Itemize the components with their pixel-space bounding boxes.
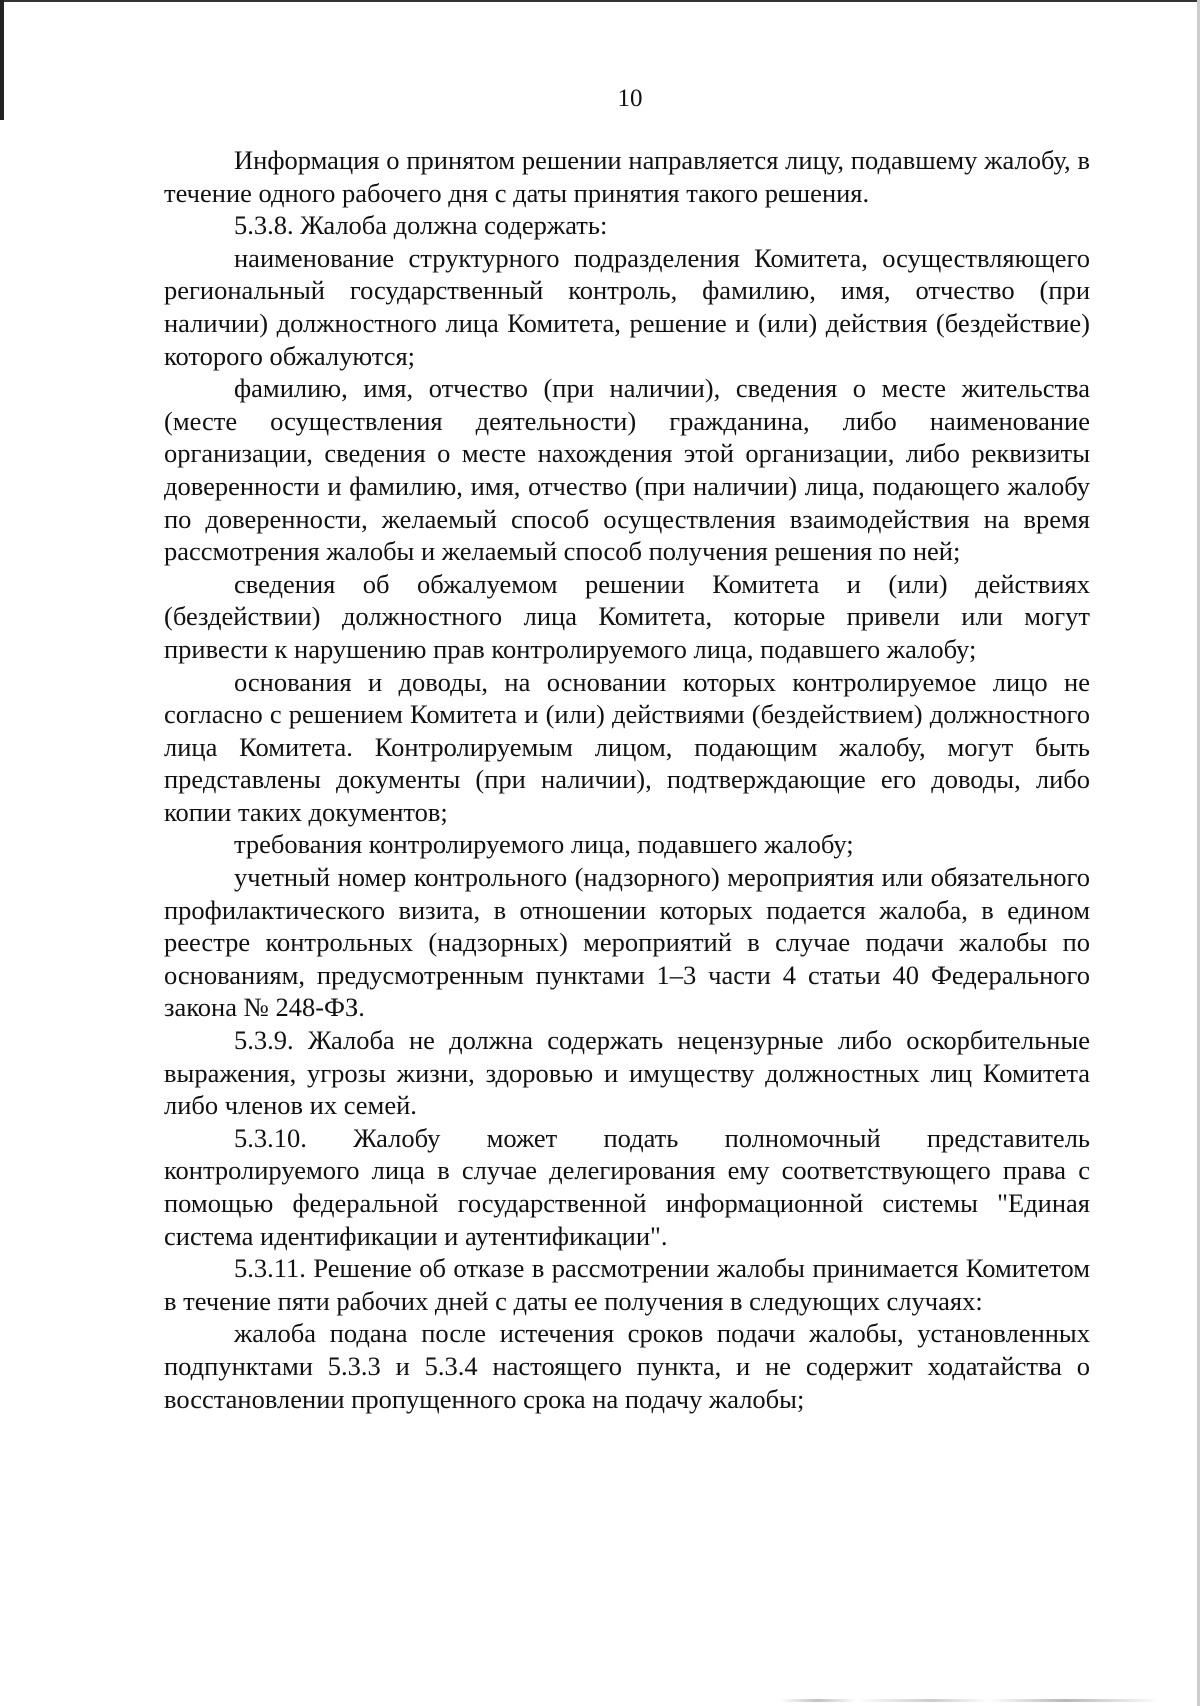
paragraph-missed-deadline: жалоба подана после истечения сроков подачи жалобы, установленных подпунктами 5.3.3 и 5.3.4 настоящего пункта, и не содержит ходатайства о восстановлении пропущенного срока на подачу жалобы; — [164, 1318, 1090, 1414]
paragraph-5-3-11: 5.3.11. Решение об отказе в рассмотрении жалобы принимается Комитетом в течение пяти рабочих дней с даты ее получения в следующих случаях: — [164, 1253, 1090, 1316]
paragraph-requirements: требования контролируемого лица, подавшего жалобу; — [234, 829, 854, 860]
scan-artifact — [780, 1699, 1160, 1702]
paragraph-5-3-8-heading: 5.3.8. Жалоба должна содержать: — [234, 210, 608, 241]
document-body — [164, 144, 1090, 1415]
paragraph-5-3-9: 5.3.9. Жалоба не должна содержать нецензурные либо оскорбительные выражения, угрозы жизни, здоровью и имуществу должностных лиц Комитета либо членов их семей. — [164, 1025, 1090, 1121]
paragraph-registration-number: учетный номер контрольного (надзорного) мероприятия или обязательного профилактического визита, в отношении которых подается жалоба, в едином реестре контрольных (надзорных) мероприятий в случае подачи жалобы по основаниям, предусмотренным пунктами 1–3 части 4 статьи 40 Федерального закона № 248-ФЗ. — [164, 862, 1090, 1023]
paragraph-decision-info: Информация о принятом решении направляется лицу, подавшему жалобу, в течение одного рабочего дня с даты принятия такого решения. — [164, 145, 1090, 208]
scan-edge-top — [0, 0, 1200, 2]
paragraph-5-3-10: 5.3.10. Жалобу может подать полномочный представитель контролируемого лица в случае делегирования ему соответствующего права с помощью федеральной государственной информационной системы "Единая система идентификации и аутентификации". — [164, 1122, 1090, 1251]
paragraph-grounds-arguments: основания и доводы, на основании которых контролируемое лицо не согласно с решением Комитета и (или) действиями (бездействием) должностного лица Комитета. Контролируемым лицом, подающим жалобу, могут быть представлены документы (при наличии), подтверждающие его доводы, либо копии таких документов; — [164, 666, 1090, 827]
paragraph-division-name: наименование структурного подразделения Комитета, осуществляющего региональный государственный контроль, фамилию, имя, отчество (при наличии) должностного лица Комитета, решение и (или) действия (бездействие) которого обжалуются; — [164, 242, 1090, 371]
paragraph-applicant-details: фамилию, имя, отчество (при наличии), сведения о месте жительства (месте осуществления деятельности) гражданина, либо наименование организации, сведения о месте нахождения этой организации, либо реквизиты доверенности и фамилию, имя, отчество (при наличии) лица, подающего жалобу по доверенности, желаемый способ осуществления взаимодействия на время рассмотрения жалобы и желаемый способ получения решения по ней; — [164, 373, 1090, 567]
paragraph-appealed-decision: сведения об обжалуемом решении Комитета и (или) действиях (бездействии) должностного лица Комитета, которые привели или могут привести к нарушению прав контролируемого лица, подавшего жалобу; — [164, 568, 1090, 664]
page-number: 10 — [617, 85, 643, 112]
